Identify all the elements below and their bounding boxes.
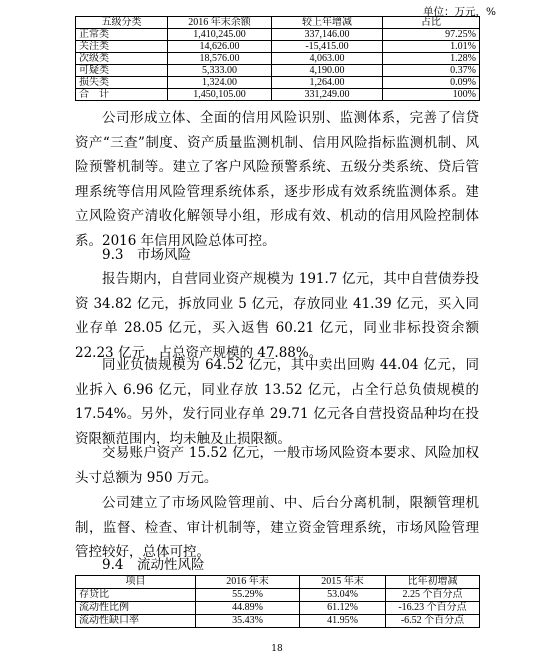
market-risk-paragraph-liabilities: 同业负债规模为 64.52 亿元，其中卖出回购 44.04 亿元，同业拆入 6.96 亿元，同业存放 13.52 亿元，占全行总负债规模的 17.54%。另外，发行同业存单 29.71 亿元各自营投资品种均在投资限额范围内，均未触及止损限额。 bbox=[75, 357, 479, 447]
table-cell: 1.01% bbox=[383, 41, 480, 53]
section-heading-market-risk: 9.3 市场风险 bbox=[102, 247, 191, 263]
table-cell: -6.52 个百分点 bbox=[386, 615, 480, 628]
table-cell: 关注类 bbox=[76, 41, 168, 53]
table-header-cell: 五级分类 bbox=[76, 17, 168, 29]
table-cell: 可疑类 bbox=[76, 65, 168, 77]
table-cell: 61.12% bbox=[300, 602, 386, 615]
table-cell: 44.89% bbox=[196, 602, 300, 615]
table-cell: 损失类 bbox=[76, 77, 168, 89]
table-cell: 1,324.00 bbox=[168, 77, 272, 89]
table-cell: 331,249.00 bbox=[272, 89, 383, 101]
table-cell: 次级类 bbox=[76, 53, 168, 65]
table-header-row bbox=[76, 576, 480, 589]
table-cell: 1,264.00 bbox=[272, 77, 383, 89]
table-row bbox=[76, 602, 480, 615]
table-header-cell: 项目 bbox=[76, 576, 196, 589]
table-cell: 0.09% bbox=[383, 77, 480, 89]
table-row-total bbox=[76, 89, 480, 101]
table-cell: 4,063.00 bbox=[272, 53, 383, 65]
table-header-cell: 比年初增减 bbox=[386, 576, 480, 589]
table-row bbox=[76, 77, 480, 89]
table-cell: 1,450,105.00 bbox=[168, 89, 272, 101]
table-header-cell: 2015 年末 bbox=[300, 576, 386, 589]
table-cell: 53.04% bbox=[300, 589, 386, 602]
table-cell: 合 计 bbox=[76, 89, 168, 101]
table-cell: -16.23 个百分点 bbox=[386, 602, 480, 615]
table-cell: 41.95% bbox=[300, 615, 386, 628]
table-cell: 1.28% bbox=[383, 53, 480, 65]
table-cell: 55.29% bbox=[196, 589, 300, 602]
table-cell: 14,626.00 bbox=[168, 41, 272, 53]
market-risk-paragraph-trading: 交易账户资产 15.52 亿元，一般市场风险资本要求、风险加权头寸总额为 950 万元。 bbox=[75, 445, 479, 486]
table-cell: 18,576.00 bbox=[168, 53, 272, 65]
table-row bbox=[76, 589, 480, 602]
table-cell: -15,415.00 bbox=[272, 41, 383, 53]
table-header-cell: 2016 年末余额 bbox=[168, 17, 272, 29]
credit-risk-paragraph: 公司形成立体、全面的信用风险识别、监测体系，完善了信贷资产“三查”制度、资产质量监测机制、信用风险指标监测机制、风险预警机制等。建立了客户风险预警系统、五级分类系统、贷后管理系统等信用风险管理系统体系，逐步形成有效系统监测体系。建立风险资产清收化解领导小组，形成有效、机动的信用风险控制体系。2016 年信用风险总体可控。 bbox=[75, 110, 479, 249]
table-row bbox=[76, 53, 480, 65]
table-cell: 100% bbox=[383, 89, 480, 101]
table-header-cell: 较上年增减 bbox=[272, 17, 383, 29]
table-cell: 流动性缺口率 bbox=[76, 615, 196, 628]
table-header-row bbox=[76, 17, 480, 29]
page-number: 18 bbox=[271, 644, 283, 654]
table-row bbox=[76, 29, 480, 41]
table-header-cell: 占比 bbox=[383, 17, 480, 29]
table-cell: 337,146.00 bbox=[272, 29, 383, 41]
table-row bbox=[76, 65, 480, 77]
table-cell: 存贷比 bbox=[76, 589, 196, 602]
section-heading-liquidity-risk: 9.4 流动性风险 bbox=[102, 557, 205, 573]
table-cell: 4,190.00 bbox=[272, 65, 383, 77]
market-risk-paragraph-assets: 报告期内，自营同业资产规模为 191.7 亿元，其中自营债券投资 34.82 亿元，拆放同业 5 亿元，存放同业 41.39 亿元，买入同业存单 28.05 亿元，买入返售 60.21 亿元，同业非标投资余额 22.23 亿元，占总资产规模的 47.88%。 bbox=[75, 271, 479, 361]
table-cell: 35.43% bbox=[196, 615, 300, 628]
table-header-cell: 2016 年末 bbox=[196, 576, 300, 589]
table-cell: 97.25% bbox=[383, 29, 480, 41]
table-cell: 1,410,245.00 bbox=[168, 29, 272, 41]
table-cell: 2.25 个百分点 bbox=[386, 589, 480, 602]
table-row bbox=[76, 615, 480, 628]
liquidity-table bbox=[75, 575, 480, 628]
table-row bbox=[76, 41, 480, 53]
unit-note: 单位：万元，% bbox=[423, 6, 496, 18]
loan-classification-table bbox=[75, 16, 480, 101]
table-cell: 流动性比例 bbox=[76, 602, 196, 615]
table-cell: 0.37% bbox=[383, 65, 480, 77]
table-cell: 正常类 bbox=[76, 29, 168, 41]
table-cell: 5,333.00 bbox=[168, 65, 272, 77]
market-risk-paragraph-management: 公司建立了市场风险管理前、中、后台分离机制，限额管理机制，监督、检查、审计机制等，建立资金管理系统，市场风险管理管控较好，总体可控。 bbox=[75, 495, 479, 560]
